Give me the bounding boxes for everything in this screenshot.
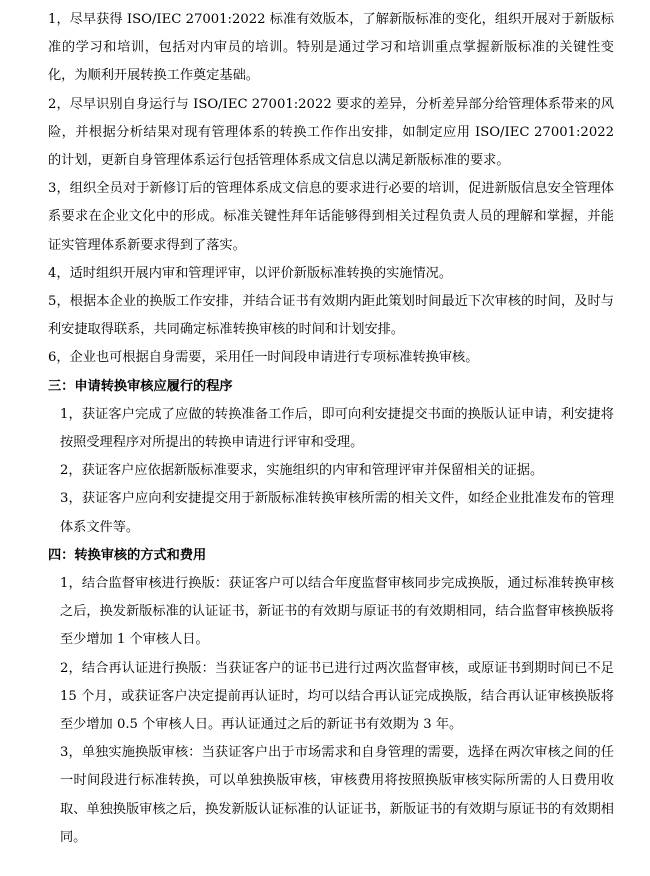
paragraph-item: 2，结合再认证进行换版：当获证客户的证书已进行过两次监督审核，或原证书到期时间已不足 15 个月，或获证客户决定提前再认证时，均可以结合再认证完成换版，结合再认证审核换版将至少增加 0.5 个审核人日。再认证通过之后的新证书有效期为 3 年。 — [60, 660, 614, 733]
section-heading: 三：申请转换审核应履行的程序 — [48, 378, 233, 394]
paragraph-item: 6，企业也可根据自身需要，采用任一时间段申请进行专项标准转换审核。 — [48, 350, 479, 366]
document-page — [48, 6, 614, 852]
paragraph-item: 3，获证客户应向利安捷提交用于新版标准转换审核所需的相关文件，如经企业批准发布的管理体系文件等。 — [60, 491, 614, 535]
paragraph-item: 1，结合监督审核进行换版：获证客户可以结合年度监督审核同步完成换版，通过标准转换审核之后，换发新版标准的认证证书，新证书的有效期与原证书的有效期相同，结合监督审核换版将至少增加 1 个审核人日。 — [60, 576, 614, 648]
paragraph-item: 4，适时组织开展内审和管理评审，以评价新版标准转换的实施情况。 — [48, 265, 453, 281]
paragraph-item: 3，单独实施换版审核：当获证客户出于市场需求和自身管理的需要，选择在两次审核之间的任一时间段进行标准转换，可以单独换版审核，审核费用将按照换版审核实际所需的人日费用收取、单独换版审核之后，换发新版认证标准的认证证书，新版证书的有效期与原证书的有效期相同。 — [60, 745, 614, 845]
paragraph-item: 2，尽早识别自身运行与 ISO/IEC 27001:2022 要求的差异，分析差异部分给管理体系带来的风险，并根据分析结果对现有管理体系的转换工作作出安排，如制定应用 ISO/IEC 27001:2022 的计划，更新自身管理体系运行包括管理体系成文信息以满足新版标准的要求。 — [48, 96, 614, 169]
paragraph-item: 5，根据本企业的换版工作安排，并结合证书有效期内距此策划时间最近下次审核的时间，及时与利安捷取得联系，共同确定标准转换审核的时间和计划安排。 — [48, 294, 614, 338]
section-intro — [48, 6, 614, 373]
paragraph-item: 1，获证客户完成了应做的转换准备工作后，即可向利安捷提交书面的换版认证申请，利安捷将按照受理程序对所提出的转换申请进行评审和受理。 — [60, 406, 614, 451]
paragraph-item: 1，尽早获得 ISO/IEC 27001:2022 标准有效版本，了解新版标准的变化，组织开展对于新版标准的学习和培训，包括对内审员的培训。特别是通过学习和培训重点掌握新版标准的关键性变化，为顺利开展转换工作奠定基础。 — [48, 12, 614, 84]
paragraph-item: 3，组织全员对于新修订后的管理体系成文信息的要求进行必要的培训，促进新版信息安全管理体系要求在企业文化中的形成。标准关键性拜年话能够得到相关过程负责人员的理解和掌握，并能证实管理体系新要求得到了落实。 — [48, 181, 614, 253]
section-4 — [48, 542, 614, 852]
section-3 — [48, 373, 614, 542]
paragraph-item: 2，获证客户应依据新版标准要求，实施组织的内审和管理评审并保留相关的证据。 — [60, 463, 544, 479]
section-heading: 四：转换审核的方式和费用 — [48, 547, 207, 563]
